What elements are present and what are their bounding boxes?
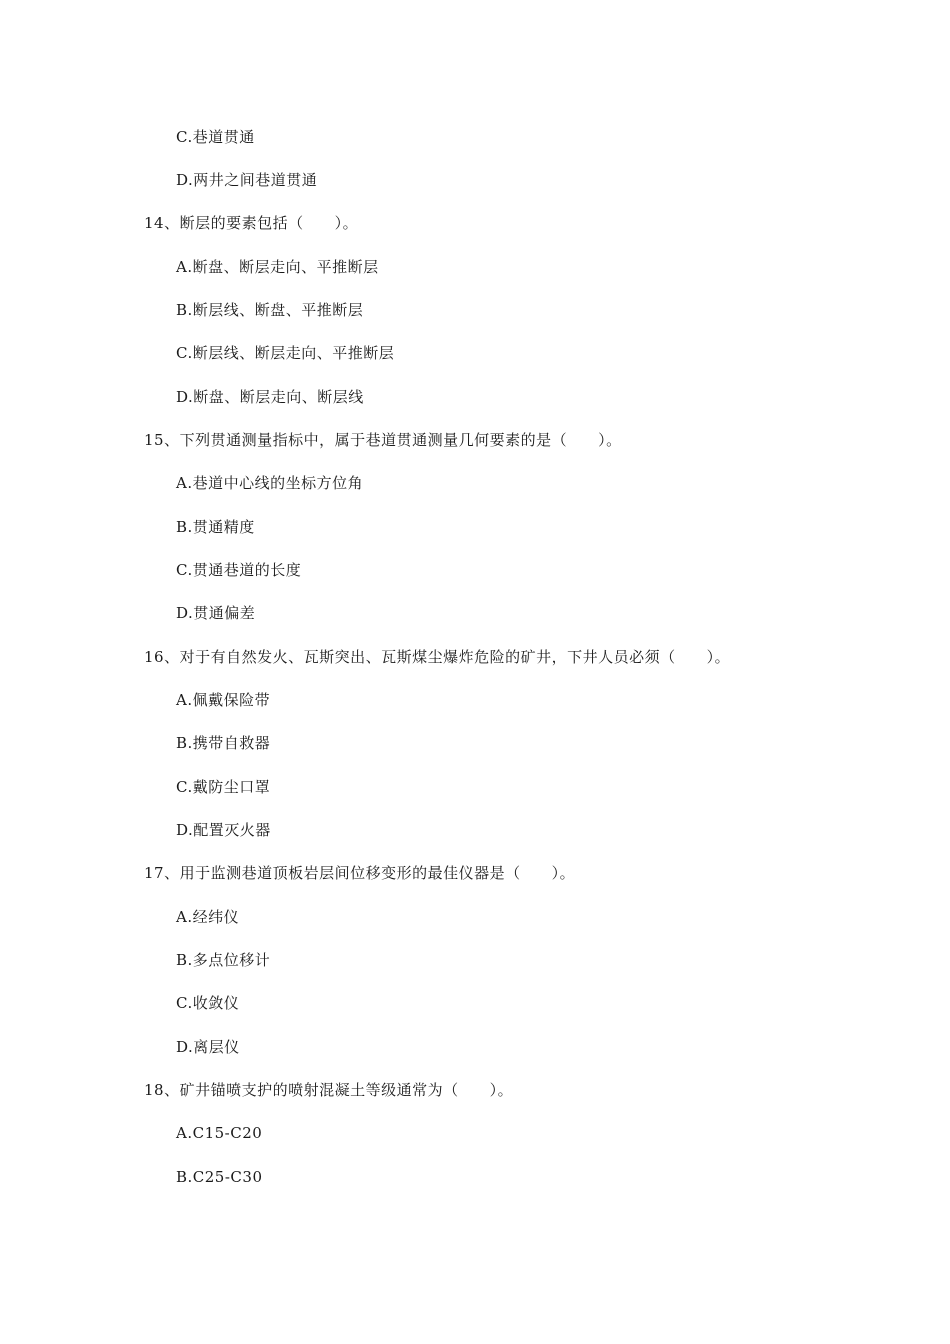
q14-option-c: C.断层线、断层走向、平推断层 bbox=[176, 344, 395, 362]
q16-option-c: C.戴防尘口罩 bbox=[176, 778, 271, 796]
question-18: 18、矿井锚喷支护的喷射混凝土等级通常为（ ）。 bbox=[144, 1081, 514, 1099]
q15-option-c: C.贯通巷道的长度 bbox=[176, 561, 302, 579]
question-16: 16、对于有自然发火、瓦斯突出、瓦斯煤尘爆炸危险的矿井，下井人员必须（ ）。 bbox=[144, 648, 731, 666]
option-c-prev: C.巷道贯通 bbox=[176, 128, 255, 146]
option-d-prev: D.两井之间巷道贯通 bbox=[176, 171, 318, 189]
q16-option-d: D.配置灭火器 bbox=[176, 821, 271, 839]
q18-option-b: B.C25-C30 bbox=[176, 1168, 263, 1186]
q14-option-b: B.断层线、断盘、平推断层 bbox=[176, 301, 364, 319]
q17-option-b: B.多点位移计 bbox=[176, 951, 271, 969]
q17-option-c: C.收敛仪 bbox=[176, 994, 240, 1012]
q15-option-d: D.贯通偏差 bbox=[176, 604, 256, 622]
q14-option-a: A.断盘、断层走向、平推断层 bbox=[176, 258, 379, 276]
q17-option-a: A.经纬仪 bbox=[176, 908, 240, 926]
q16-option-a: A.佩戴保险带 bbox=[176, 691, 271, 709]
q15-option-b: B.贯通精度 bbox=[176, 518, 255, 536]
q17-option-d: D.离层仪 bbox=[176, 1038, 240, 1056]
q16-option-b: B.携带自救器 bbox=[176, 734, 271, 752]
question-15: 15、下列贯通测量指标中，属于巷道贯通测量几何要素的是（ ）。 bbox=[144, 431, 622, 449]
question-14: 14、断层的要素包括（ ）。 bbox=[144, 214, 359, 232]
q15-option-a: A.巷道中心线的坐标方位角 bbox=[176, 474, 364, 492]
question-17: 17、用于监测巷道顶板岩层间位移变形的最佳仪器是（ ）。 bbox=[144, 864, 576, 882]
q18-option-a: A.C15-C20 bbox=[176, 1124, 263, 1142]
q14-option-d: D.断盘、断层走向、断层线 bbox=[176, 388, 364, 406]
